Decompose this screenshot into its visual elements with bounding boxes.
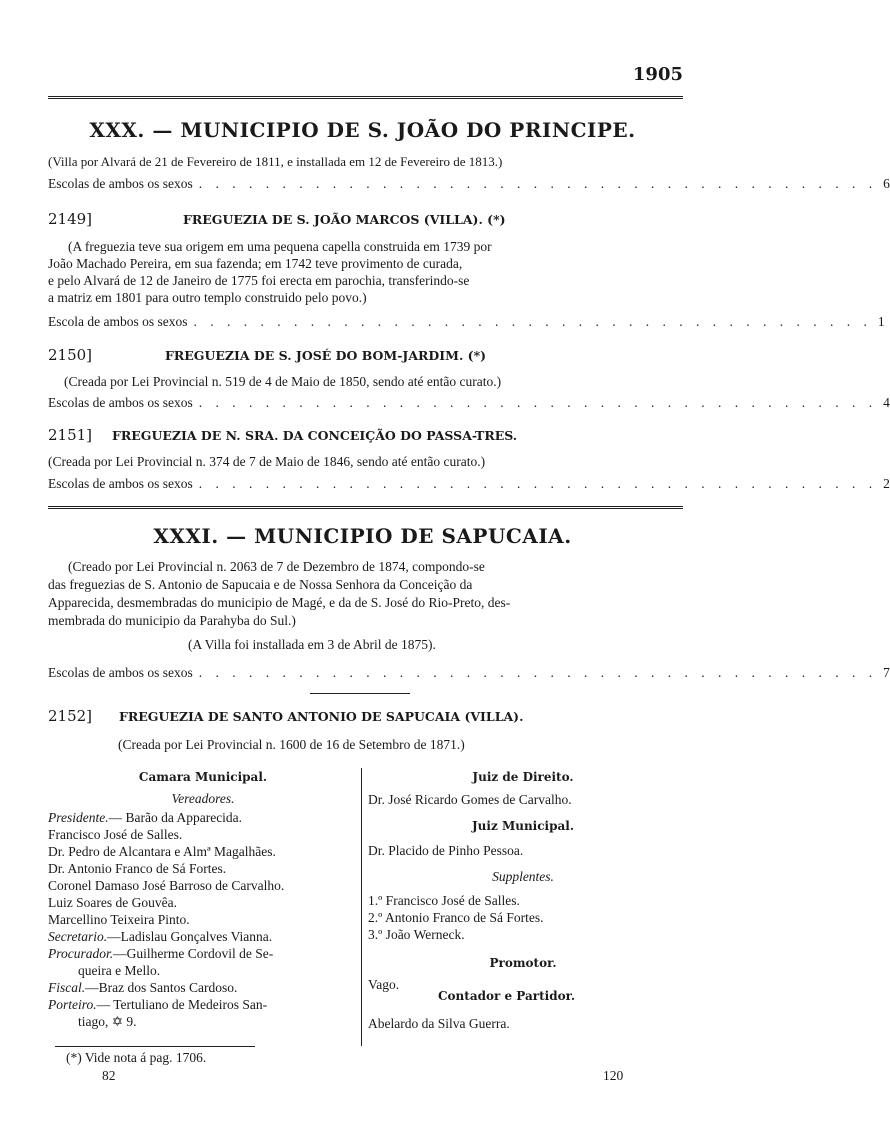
column-divider — [361, 768, 362, 1046]
schools-count: 7 — [883, 665, 890, 680]
council-line — [48, 980, 237, 996]
parish-title: FREGUEZIA DE N. SRA. DA CONCEIÇÃO DO PASSA-TRES. — [112, 428, 518, 443]
council-line: Dr. Pedro de Alcantara e Almª Magalhães. — [48, 844, 276, 859]
top-rule — [48, 96, 683, 99]
schools-count: 4 — [883, 395, 890, 410]
installation-note: (A Villa foi installada em 3 de Abril de 1875). — [188, 637, 436, 652]
council-line: Francisco José de Salles. — [48, 827, 183, 842]
schools-label: Escola de ambos os sexos — [48, 314, 188, 329]
parish-desc: (Creada por Lei Provincial n. 1600 de 16 de Setembro de 1871.) — [118, 737, 465, 752]
council-line — [48, 946, 273, 962]
supplente-line: 1.º Francisco José de Salles. — [368, 893, 520, 908]
council-name: — Tertuliano de Medeiros San- — [96, 997, 268, 1012]
parish-desc-line: (Creada por Lei Provincial n. 519 de 4 de Maio de 1850, sendo até então curato.) — [64, 374, 502, 389]
camara-heading: Camara Municipal. — [138, 770, 268, 784]
council-line — [48, 997, 267, 1013]
council-line — [48, 810, 242, 826]
council-name: — Barão da Apparecida. — [108, 810, 243, 825]
schools-line — [48, 395, 890, 411]
municipio-xxxi-title: XXXI. — MUNICIPIO DE SAPUCAIA. — [153, 524, 572, 548]
footnote: (*) Vide nota á pag. 1706. — [66, 1050, 207, 1065]
schools-count: 6 — [883, 176, 890, 191]
dot-leader: . . . . . . . . . . . . . . . . . . . . . . . . . . . . . . . . . . . . . . . . . — [198, 476, 878, 491]
schools-label: Escolas de ambos os sexos — [48, 176, 193, 191]
contador-name: Abelardo da Silva Guerra. — [368, 1016, 510, 1031]
parish-number: 2152] — [48, 707, 93, 725]
municipio-xxx-title: XXX. — MUNICIPIO DE S. JOÃO DO PRINCIPE. — [89, 118, 636, 142]
parish-number: 2151] — [48, 426, 93, 444]
schools-label: Escolas de ambos os sexos — [48, 395, 193, 410]
council-role: Procurador. — [48, 946, 114, 961]
council-line: Coronel Damaso José Barroso de Carvalho. — [48, 878, 285, 893]
dot-leader: . . . . . . . . . . . . . . . . . . . . . . . . . . . . . . . . . . . . . . . . . — [198, 176, 878, 191]
council-line: queira e Mello. — [78, 963, 161, 978]
juiz-municipal-heading: Juiz Municipal. — [471, 819, 574, 833]
council-name: —Braz dos Santos Cardoso. — [85, 980, 238, 995]
municipio-desc-line: (Creado por Lei Provincial n. 2063 de 7 de Dezembro de 1874, compondo-se — [68, 559, 485, 574]
juiz-municipal-name: Dr. Placido de Pinho Pessoa. — [368, 843, 524, 858]
council-role: Porteiro. — [48, 997, 97, 1012]
municipio-desc-line: Apparecida, desmembradas do municipio de Magé, e da de S. José do Rio-Preto, des- — [48, 595, 511, 610]
parish-desc-line: a matriz em 1801 para outro templo construido pelo povo.) — [48, 290, 367, 305]
parish-title: FREGUEZIA DE S. JOÃO MARCOS (VILLA). (*) — [183, 212, 506, 227]
schools-count: 2 — [883, 476, 890, 491]
supplentes-heading: Supplentes. — [492, 869, 554, 884]
council-role: Presidente. — [48, 810, 109, 825]
parish-title: FREGUEZIA DE SANTO ANTONIO DE SAPUCAIA (VILLA). — [119, 709, 524, 724]
schools-line — [48, 476, 890, 492]
parish-desc-line: (A freguezia teve sua origem em uma pequena capella construida em 1739 por — [68, 239, 492, 254]
short-divider — [310, 693, 410, 694]
schools-label: Escolas de ambos os sexos — [48, 665, 193, 680]
schools-label: Escolas de ambos os sexos — [48, 476, 193, 491]
juiz-direito-heading: Juiz de Direito. — [472, 770, 574, 784]
juiz-direito-name: Dr. José Ricardo Gomes de Carvalho. — [368, 792, 572, 807]
council-role: Secretario. — [48, 929, 108, 944]
schools-line — [48, 176, 890, 192]
municipio-desc-line: das freguezias de S. Antonio de Sapucaia e de Nossa Senhora da Conceição da — [48, 577, 473, 592]
council-line: Luiz Soares de Gouvêa. — [48, 895, 177, 910]
dot-leader: . . . . . . . . . . . . . . . . . . . . . . . . . . . . . . . . . . . . . . . . . — [198, 395, 878, 410]
supplente-line: 3.º João Werneck. — [368, 927, 465, 942]
council-role: Fiscal. — [48, 980, 86, 995]
promotor-heading: Promotor. — [489, 956, 557, 970]
footnote-rule — [55, 1046, 255, 1047]
folio-number: 120 — [603, 1068, 624, 1083]
contador-heading: Contador e Partidor. — [438, 989, 575, 1003]
parish-number: 2149] — [48, 210, 93, 228]
promotor-value: Vago. — [368, 977, 400, 992]
supplente-line: 2.º Antonio Franco de Sá Fortes. — [368, 910, 544, 925]
council-line: tiago, ✡ 9. — [78, 1014, 137, 1029]
municipio-desc-line: membrada do municipio da Parahyba do Sul.) — [48, 613, 296, 628]
parish-desc-line: e pelo Alvará de 12 de Janeiro de 1775 foi erecta em parochia, transferindo-se — [48, 273, 470, 288]
parish-number: 2150] — [48, 346, 93, 364]
section-rule — [48, 506, 683, 509]
dot-leader: . . . . . . . . . . . . . . . . . . . . . . . . . . . . . . . . . . . . . . . . . — [193, 314, 872, 329]
council-name: —Guilherme Cordovil de Se- — [113, 946, 274, 961]
council-line: Dr. Antonio Franco de Sá Fortes. — [48, 861, 227, 876]
vereadores-heading: Vereadores. — [171, 791, 235, 806]
council-name: —Ladislau Gonçalves Vianna. — [107, 929, 273, 944]
signature-mark: 82 — [102, 1068, 116, 1083]
schools-line — [48, 665, 890, 681]
council-line: Marcellino Teixeira Pinto. — [48, 912, 190, 927]
parish-desc-line: (Creada por Lei Provincial n. 374 de 7 de Maio de 1846, sendo até então curato.) — [48, 454, 486, 469]
council-line — [48, 929, 272, 945]
schools-line — [48, 314, 885, 330]
schools-count: 1 — [877, 314, 885, 329]
parish-title: FREGUEZIA DE S. JOSÉ DO BOM-JARDIM. (*) — [165, 348, 487, 363]
municipio-xxx-subtitle: (Villa por Alvará de 21 de Fevereiro de 1811, e installada em 12 de Fevereiro de 1813.) — [48, 154, 503, 169]
page-number: 1905 — [632, 64, 683, 85]
parish-desc-line: João Machado Pereira, em sua fazenda; em 1742 teve provimento de curada, — [48, 256, 463, 271]
dot-leader: . . . . . . . . . . . . . . . . . . . . . . . . . . . . . . . . . . . . . . . . . — [198, 665, 878, 680]
